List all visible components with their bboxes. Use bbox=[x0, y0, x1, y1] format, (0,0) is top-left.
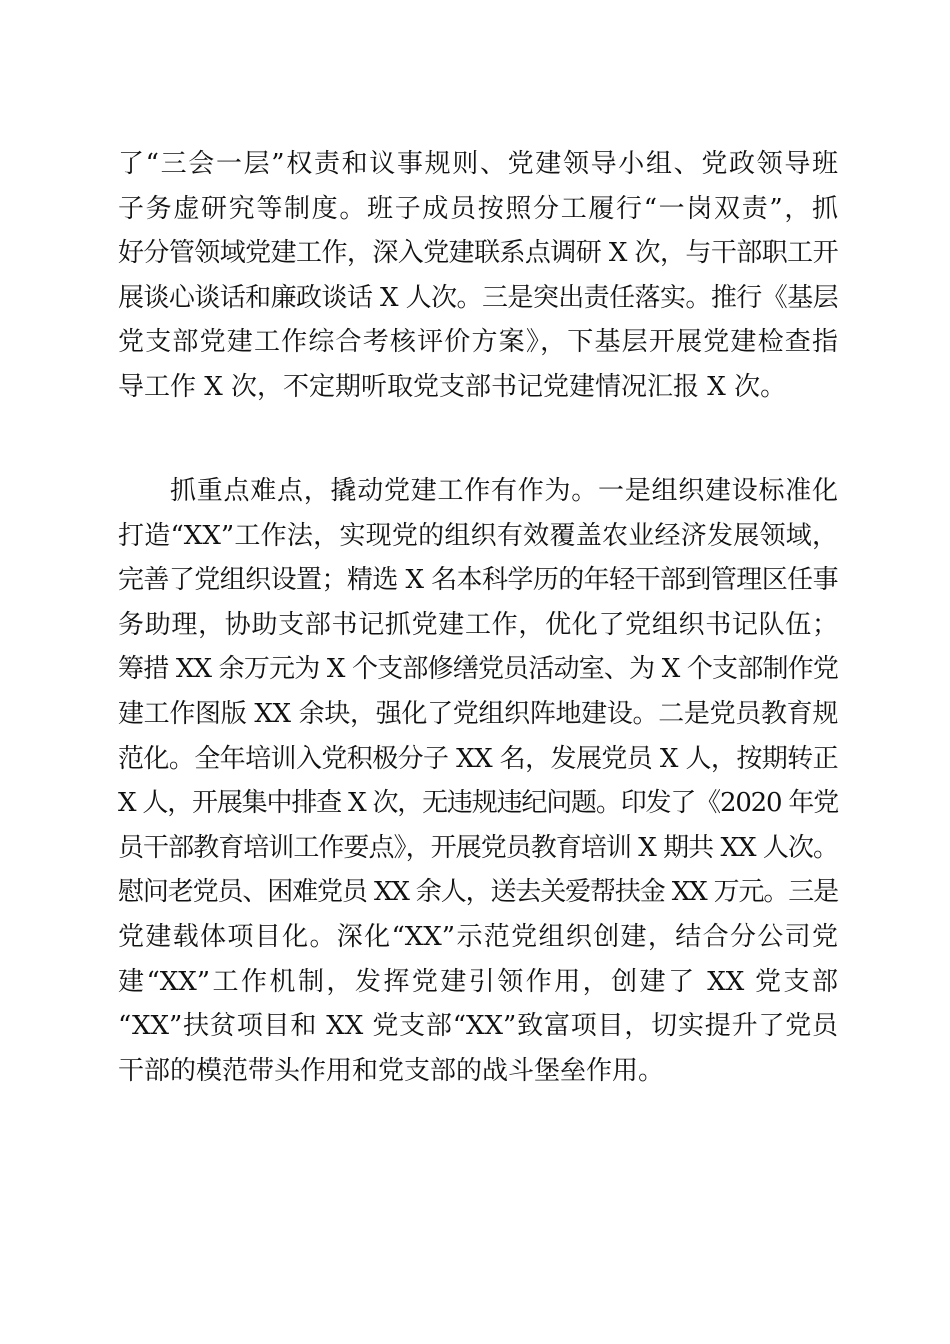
paragraph-1-line: 导工作 X 次，不定期听取党支部书记党建情况汇报 X 次。 bbox=[118, 371, 787, 402]
paragraph-2-line: 建工作图版 XX 余块，强化了党组织阵地建设。二是党员教育规 bbox=[118, 698, 838, 729]
paragraph-2-line: “XX”扶贫项目和 XX 党支部“XX”致富项目，切实提升了党员 bbox=[118, 1011, 838, 1042]
paragraph-2-line: 建“XX”工作机制，发挥党建引领作用，创建了 XX 党支部 bbox=[118, 966, 838, 997]
paragraph-2-line: 完善了党组织设置；精选 X 名本科学历的年轻干部到管理区任事 bbox=[118, 565, 838, 596]
paragraph-2 bbox=[118, 469, 838, 1093]
paragraph-2-line: 抓重点难点，撬动党建工作有作为。一是组织建设标准化 bbox=[170, 476, 838, 506]
paragraph-1-line: 好分管领域党建工作，深入党建联系点调研 X 次，与干部职工开 bbox=[118, 238, 838, 269]
paragraph-1-line: 展谈心谈话和廉政谈话 X 人次。三是突出责任落实。推行《基层 bbox=[118, 282, 838, 313]
paragraph-2-line: 范化。全年培训入党积极分子 XX 名，发展党员 X 人，按期转正 bbox=[118, 743, 838, 774]
paragraph-2-line: 员干部教育培训工作要点》，开展党员教育培训 X 期共 XX 人次。 bbox=[118, 832, 838, 863]
paragraph-1 bbox=[118, 142, 838, 410]
paragraph-2-line: 筹措 XX 余万元为 X 个支部修缮党员活动室、为 X 个支部制作党 bbox=[118, 654, 838, 685]
paragraph-1-line: 子务虚研究等制度。班子成员按照分工履行“一岗双责”，抓 bbox=[118, 193, 838, 224]
paragraph-2-line: 干部的模范带头作用和党支部的战斗堡垒作用。 bbox=[118, 1055, 665, 1086]
paragraph-2-line: X 人，开展集中排查 X 次，无违规违纪问题。印发了《2020 年党 bbox=[118, 788, 838, 819]
paragraph-2-line: 务助理，协助支部书记抓党建工作，优化了党组织书记队伍； bbox=[118, 609, 838, 640]
paragraph-2-line: 慰问老党员、困难党员 XX 余人，送去关爱帮扶金 XX 万元。三是 bbox=[118, 877, 838, 908]
paragraph-2-line: 党建载体项目化。深化“XX”示范党组织创建，结合分公司党 bbox=[118, 921, 838, 952]
paragraph-2-line: 打造“XX”工作法，实现党的组织有效覆盖农业经济发展领域， bbox=[118, 520, 838, 551]
paragraph-1-line: 了“三会一层”权责和议事规则、党建领导小组、党政领导班 bbox=[118, 149, 838, 179]
paragraph-1-line: 党支部党建工作综合考核评价方案》，下基层开展党建检查指 bbox=[118, 327, 838, 358]
